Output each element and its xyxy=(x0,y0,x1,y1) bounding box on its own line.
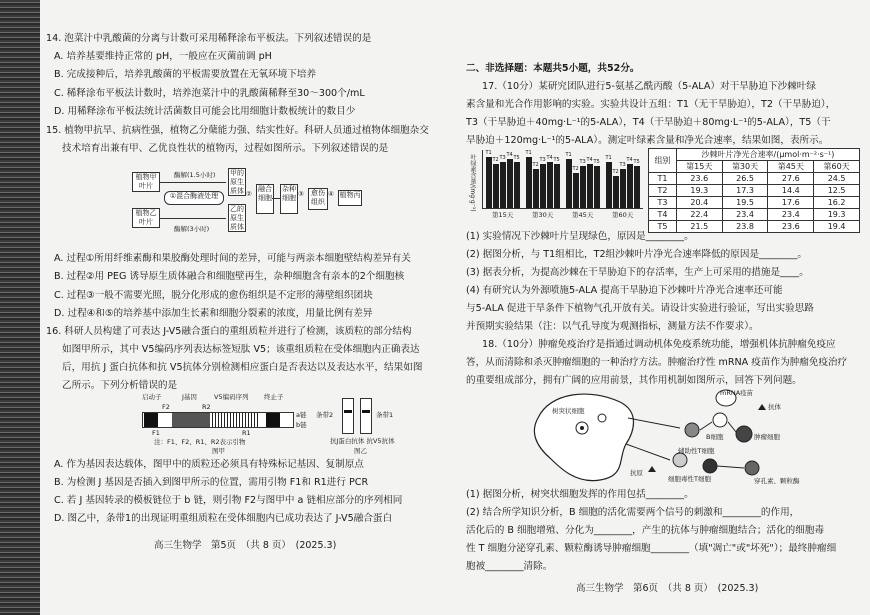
mrna-vaccine-label: mRNA疫苗 xyxy=(720,389,754,397)
q17-stem-3: T3（干旱胁迫＋40mg·L⁻¹的5-ALA），T4（干旱胁迫＋80mg·L⁻¹的5-ALA），T5（干 xyxy=(466,117,831,128)
table-cell: 14.4 xyxy=(768,185,814,197)
dendritic-cell-label: 树突状细胞 xyxy=(552,407,585,415)
chart-bar-label: T4 xyxy=(546,154,553,161)
chart-bar xyxy=(554,164,560,208)
arrow-b xyxy=(160,218,226,219)
q18-sub-2-2: 活化后的 B 细胞增殖、分化为________，产生的抗体与肿瘤细胞结合；活化的细胞毒 xyxy=(466,525,825,536)
chart-x-axis xyxy=(482,210,642,220)
photosynthesis-table xyxy=(648,148,860,233)
table-cell: 23.8 xyxy=(722,221,768,233)
b-cell-label: B细胞 xyxy=(706,433,724,441)
chart-bar-label: T5 xyxy=(633,159,640,166)
chart-bar xyxy=(514,162,520,208)
q17-stem-2: 素含量和光合作用影响的实验。实验共设计五组：T1（无干旱胁迫），T2（干旱胁迫）， xyxy=(466,99,836,110)
chart-bar-label: T1 xyxy=(485,149,492,156)
table-cell: 23.4 xyxy=(722,209,768,221)
q18-sub-2-1: (2) 结合所学知识分析，B 细胞的活化需要两个信号的刺激和________的作用， xyxy=(466,507,800,518)
table-cell: 17.3 xyxy=(722,185,768,197)
j-gene-label: J基因 xyxy=(182,393,197,401)
q16-stem-1: 16. 科研人员构建了可表达 J-V5融合蛋白的重组质粒并进行了检测，该质粒的部分结构 xyxy=(46,326,412,337)
table-cell: 22.4 xyxy=(676,209,722,221)
step-4: ④ xyxy=(328,190,334,198)
primer-r2: R2 xyxy=(202,403,211,411)
primer-note: 注：F1、F2、R1、R2表示引物 xyxy=(154,438,246,446)
band-1-label: 条带1 xyxy=(376,411,394,419)
chart-bar xyxy=(526,157,532,208)
q16-option-a: A. 作为基因表达载体，图甲中的质粒还必须具有特殊标记基因、复制原点 xyxy=(54,459,364,470)
chart-bar xyxy=(507,159,513,208)
table-cell: 21.5 xyxy=(676,221,722,233)
table-row xyxy=(649,185,860,197)
chart-bar-label: T2 xyxy=(612,168,619,175)
table-cell: 23.6 xyxy=(676,173,722,185)
primer-f2: F2 xyxy=(162,403,170,411)
cytotoxic-t-cell-label: 细胞毒性T细胞 xyxy=(668,475,711,483)
plant-c: 植物丙 xyxy=(338,190,362,206)
chart-bar-label: T5 xyxy=(553,156,560,163)
chart-bar xyxy=(587,164,593,208)
chart-bar-label: T1 xyxy=(565,152,572,159)
chart-bar xyxy=(573,173,579,208)
q17-sub-2: (2) 据图分析，与 T1组相比，T2组沙棘叶片净光合速率降低的原因是________。 xyxy=(466,249,808,260)
table-cell: 19.4 xyxy=(814,221,860,233)
helper-t-cell-label: 辅助性T细胞 xyxy=(678,447,715,455)
band-2-label: 条带2 xyxy=(316,411,334,419)
table-corner: 组别 xyxy=(649,149,677,173)
chart-bar-label: T4 xyxy=(506,152,513,159)
chart-bar xyxy=(566,159,572,208)
chlorophyll-chart xyxy=(468,148,646,222)
chart-bar-label: T2 xyxy=(492,156,499,163)
table-cell: T5 xyxy=(649,221,677,233)
q16-option-b: B. 为检测 J 基因是否插入到图甲所示的位置，需用引物 F1和 R1进行 PCR xyxy=(54,477,369,488)
table-row xyxy=(649,209,860,221)
v5-label: V5编码序列 xyxy=(214,393,249,401)
table-cell: 26.5 xyxy=(722,173,768,185)
hybrid-cell: 杂种细胞 xyxy=(280,184,298,214)
table-cell: 19.3 xyxy=(676,185,722,197)
q16-figure-a xyxy=(142,392,312,454)
chart-bar xyxy=(493,164,499,208)
chart-bar xyxy=(533,169,539,208)
table-group-header: 沙棘叶片净光合速率/(μmol·m⁻²·s⁻¹) xyxy=(676,149,859,161)
fused-cell: 融合细胞 xyxy=(256,184,274,214)
chart-bar xyxy=(486,157,492,208)
chart-bar xyxy=(540,164,546,208)
chart-bar xyxy=(547,162,553,208)
chart-bar xyxy=(580,166,586,208)
table-cell: 24.5 xyxy=(814,173,860,185)
primer-f1: F1 xyxy=(152,429,160,437)
enzyme-label-b: 酶解(3小时) xyxy=(174,225,210,233)
chart-bar-label: T1 xyxy=(525,149,532,156)
chart-bar xyxy=(620,169,626,208)
enzyme-mix-label: ①混合酶液处理 xyxy=(164,191,224,205)
proto-a: 甲的原生质体 xyxy=(230,169,244,195)
b-chain-label: b链 xyxy=(296,421,307,429)
step-3: ③ xyxy=(298,190,304,198)
chart-bar-label: T5 xyxy=(513,154,520,161)
chart-bar-label: T3 xyxy=(619,161,626,168)
q14-stem: 14. 泡菜汁中乳酸菌的分离与计数可采用稀释涂布平板法。下列叙述错误的是 xyxy=(46,33,372,44)
q18-sub-1: (1) 据图分析，树突状细胞发挥的作用包括________。 xyxy=(466,489,694,500)
q15-figure xyxy=(132,160,362,242)
chart-bar-label: T4 xyxy=(626,156,633,163)
j-gene-block xyxy=(172,413,210,427)
chart-bar xyxy=(500,162,506,208)
lane-2 xyxy=(360,398,372,434)
left-footer: 高三生物学 第5页 （共 8 页） (2025.3) xyxy=(154,540,337,551)
step-2: ② xyxy=(246,190,252,198)
q17-sub-4-1: (4) 有研究认为外源喷施5-ALA 提高干旱胁迫下沙棘叶片净光合速率还可能 xyxy=(466,285,783,296)
table-cell: T2 xyxy=(649,185,677,197)
antibody-label: 抗体 xyxy=(768,403,781,411)
chart-x-tick: 第60天 xyxy=(612,211,634,219)
arrow-c xyxy=(272,198,280,199)
q17-sub-4-2: 与5-ALA 促进干旱条件下植物气孔开放有关。请设计实验进行验证，写出实验思路 xyxy=(466,303,814,314)
lanes-label: 抗J蛋白抗体 抗V5抗体 xyxy=(330,437,395,445)
tumor-cell-label: 肿瘤细胞 xyxy=(754,433,780,441)
promoter-label: 启动子 xyxy=(142,393,162,401)
q15-option-a: A. 过程①所用纤维素酶和果胶酶处理时间的差异，可能与两亲本细胞壁结构差异有关 xyxy=(54,253,411,264)
table-cell: 23.6 xyxy=(768,221,814,233)
lane-1 xyxy=(342,398,354,434)
table-cell: T3 xyxy=(649,197,677,209)
chart-bar-label: T1 xyxy=(605,154,612,161)
table-cell: 20.4 xyxy=(676,197,722,209)
figure-a-caption: 图甲 xyxy=(212,447,225,455)
table-col-header: 第30天 xyxy=(722,161,768,173)
q15-option-b: B. 过程②用 PEG 诱导原生质体融合和细胞壁再生，杂种细胞含有亲本的2个细胞核 xyxy=(54,271,405,282)
v5-block xyxy=(210,413,260,427)
perforin-label: 穿孔素、颗粒酶 xyxy=(754,477,800,485)
q15-stem-2: 技术培育出兼有甲、乙优良性状的植物丙，过程如图所示。下列叙述错误的是 xyxy=(62,143,389,154)
q17-stem-4: 旱胁迫＋120mg·L⁻¹的5-ALA）。测定叶绿素含量和净光合速率，结果如图，表所示。 xyxy=(466,135,829,146)
q14-option-d: D. 用稀释涂布平板法统计活菌数目可能会比用细胞计数板统计的数目少 xyxy=(54,106,356,117)
a-chain-label: a链 xyxy=(296,411,307,419)
q14-option-b: B. 完成接种后，培养乳酸菌的平板需要放置在无氧环境下培养 xyxy=(54,69,317,80)
chart-bar-label: T3 xyxy=(499,154,506,161)
chart-bar-label: T2 xyxy=(532,161,539,168)
q16-stem-3: 后，用抗 J 蛋白抗体和抗 V5抗体分别检测相应蛋白是否表达以及表达水平，结果如图 xyxy=(62,362,423,373)
right-footer: 高三生物学 第6页 （共 8 页） (2025.3) xyxy=(576,583,759,594)
chart-bar xyxy=(606,162,612,208)
immune-figure xyxy=(530,388,810,484)
table-cell: 16.2 xyxy=(814,197,860,209)
q18-sub-2-4: 胞被________清除。 xyxy=(466,561,553,572)
figure-b-caption: 图乙 xyxy=(354,447,367,455)
q16-stem-4: 乙所示。下列分析错误的是 xyxy=(62,380,178,391)
q18-stem-2: 答，从而清除和杀灭肿瘤细胞的一种治疗方法。肿瘤治疗性 mRNA 疫苗作为肿瘤免疫治疗 xyxy=(466,357,848,368)
plant-b-leaf: 植物乙叶片 xyxy=(132,208,160,228)
plant-a-leaf: 植物甲叶片 xyxy=(132,172,160,192)
section-title: 二、非选择题：本题共5小题，共52分。 xyxy=(466,63,640,74)
q18-stem-3: 的重要组成部分，拥有广阔的应用前景，其作用机制如图所示，回答下列问题。 xyxy=(466,375,802,386)
table-cell: 23.4 xyxy=(768,209,814,221)
q17-sub-4-3: 并预期实验结果（注：以气孔导度为观测指标，测量方法不作要求）。 xyxy=(466,321,759,332)
table-cell: 27.6 xyxy=(768,173,814,185)
table-cell: 12.5 xyxy=(814,185,860,197)
band-1 xyxy=(362,410,370,413)
q15-stem-1: 15. 植物甲抗旱、抗病性强，植物乙分蘖能力强、结实性好。科研人员通过植物体细胞杂交 xyxy=(46,125,429,136)
arrow-a xyxy=(160,182,226,183)
chart-plot-area xyxy=(482,150,643,209)
q17-stem-1: 17.（10分）某研究团队进行5-氨基乙酰丙酸（5-ALA）对干旱胁迫下沙棘叶绿 xyxy=(482,81,816,92)
table-cell: 19.3 xyxy=(814,209,860,221)
q14-option-a: A. 培养基要维持正常的 pH，一般应在灭菌前调 pH xyxy=(54,51,272,62)
table-row xyxy=(649,197,860,209)
q15-option-d: D. 过程④和⑤的培养基中添加生长素和细胞分裂素的浓度，用量比例有差异 xyxy=(54,308,373,319)
callus: 愈伤组织 xyxy=(308,188,328,210)
table-cell: T1 xyxy=(649,173,677,185)
chart-bar-label: T4 xyxy=(586,156,593,163)
chart-bar-label: T2 xyxy=(572,166,579,173)
promoter-block xyxy=(144,413,158,427)
q16-option-c: C. 若 J 基因转录的模板链位于 b 链，则引物 F2与图甲中 a 链相应部分的序列相同 xyxy=(54,495,403,506)
q14-option-c: C. 稀释涂布平板法计数时，培养泡菜汁中的乳酸菌稀释至30～300个/mL xyxy=(54,88,365,99)
chart-bar xyxy=(627,164,633,208)
proto-b: 乙的原生质体 xyxy=(230,205,244,231)
binding-strip xyxy=(0,0,40,615)
chart-bar xyxy=(594,166,600,208)
chart-x-tick: 第15天 xyxy=(492,211,514,219)
q18-sub-2-3: 性 T 细胞分泌穿孔素、颗粒酶诱导肿瘤细胞________（填"凋亡"或"坏死"）；最终肿瘤细 xyxy=(466,543,837,554)
table-cell: 17.6 xyxy=(768,197,814,209)
chart-x-tick: 第45天 xyxy=(572,211,594,219)
chart-bar-label: T3 xyxy=(579,159,586,166)
terminator-label: 终止子 xyxy=(264,393,284,401)
table-col-header: 第15天 xyxy=(676,161,722,173)
q16-option-d: D. 图乙中，条带1的出现证明重组质粒在受体细胞内已成功表达了 J-V5融合蛋白 xyxy=(54,513,393,524)
chart-y-label: 叶绿素含量/(mg·g⁻¹) xyxy=(469,154,476,212)
q16-figure-b xyxy=(316,392,406,454)
chart-bar xyxy=(634,166,640,208)
chart-x-tick: 第30天 xyxy=(532,211,554,219)
antigen-label: 抗原 xyxy=(630,469,643,477)
q18-stem-1: 18.（10分）肿瘤免疫治疗是指通过调动机体免疫系统功能，增强机体抗肿瘤免疫应 xyxy=(482,339,836,350)
terminator-block xyxy=(266,413,280,427)
table-cell: 19.5 xyxy=(722,197,768,209)
q17-sub-1: (1) 实验情况下沙棘叶片呈现绿色，原因是________。 xyxy=(466,231,694,242)
table-row xyxy=(649,173,860,185)
primer-r1: R1 xyxy=(242,429,251,437)
q17-sub-3: (3) 据表分析，为提高沙棘在干旱胁迫下的存活率，生产上可采用的措施是____。 xyxy=(466,267,809,278)
table-col-header: 第60天 xyxy=(814,161,860,173)
chart-bar-label: T3 xyxy=(539,156,546,163)
enzyme-label-a: 酶解(1.5小时) xyxy=(174,171,216,179)
chart-bar xyxy=(613,176,619,208)
q16-stem-2: 如图甲所示，其中 V5编码序列表达标签短肽 V5；该重组质粒在受体细胞内正确表达 xyxy=(62,344,420,355)
table-col-header: 第45天 xyxy=(768,161,814,173)
table-cell: T4 xyxy=(649,209,677,221)
q15-option-c: C. 过程③一般不需要光照，脱分化形成的愈伤组织是不定形的薄壁组织团块 xyxy=(54,290,373,301)
chart-bar-label: T5 xyxy=(593,159,600,166)
band-2 xyxy=(344,410,352,413)
